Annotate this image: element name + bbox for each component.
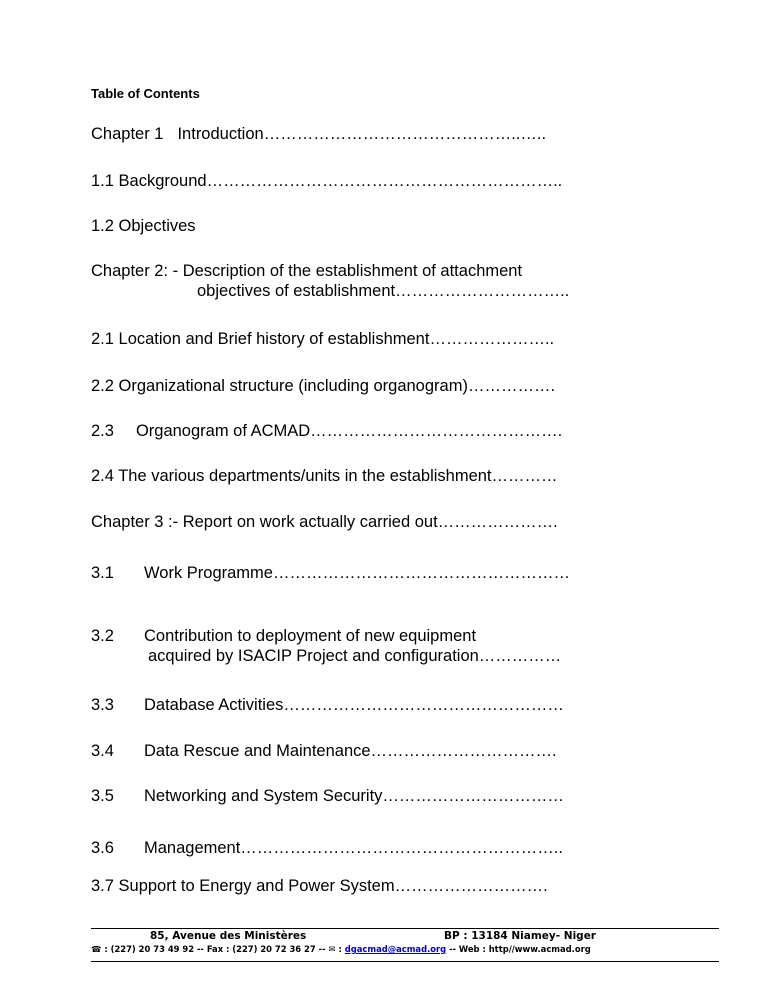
toc-entry-text: 1.1 Background………………………………………………………..	[91, 172, 563, 190]
toc-entry-text: Management…………………………………………………..	[144, 839, 563, 857]
footer-web: -- Web : http//www.acmad.org	[449, 944, 591, 954]
toc-entry-3-2	[91, 626, 561, 666]
toc-entry-text: Chapter 3 :- Report on work actually carried out………………….	[91, 513, 558, 531]
toc-heading: Table of Contents	[91, 86, 200, 101]
footer-contact-line	[91, 944, 591, 954]
toc-entry-1-2	[91, 216, 196, 236]
toc-entry-text: 2.4 The various departments/units in the establishment…………	[91, 467, 558, 485]
toc-entry-continuation: acquired by ISACIP Project and configuration……………	[148, 647, 562, 665]
email-icon: ✉	[328, 944, 336, 954]
footer-po-box: BP : 13184 Niamey- Niger	[444, 930, 596, 942]
toc-entry-text: Contribution to deployment of new equipment	[144, 627, 477, 645]
toc-entry-text: Organogram of ACMAD……………………………………….	[135, 422, 563, 440]
toc-entry-text: 2.1 Location and Brief history of establishment…………………..	[91, 330, 555, 348]
footer-email-prefix: :	[338, 944, 342, 954]
toc-entry-number: 2.3	[91, 422, 114, 440]
telephone-icon: ☎	[91, 944, 102, 954]
toc-entry-3-3	[91, 695, 564, 715]
toc-entry-number: 3.5	[91, 787, 114, 805]
toc-entry-number: 3.6	[91, 839, 114, 857]
toc-entry-2-2	[91, 376, 555, 396]
footer-divider-bottom	[91, 961, 719, 962]
toc-entry-3-5	[91, 786, 564, 806]
toc-entry-3-7	[91, 876, 548, 896]
footer-address: 85, Avenue des Ministères	[150, 930, 307, 942]
footer-email-link[interactable]: dgacmad@acmad.org	[344, 944, 447, 954]
toc-entry-text: Data Rescue and Maintenance…………………………….	[144, 742, 557, 760]
toc-entry-number: 3.4	[91, 742, 114, 760]
footer-divider-top	[91, 928, 719, 929]
toc-entry-number: Chapter 1	[91, 125, 164, 143]
toc-entry-text: Networking and System Security……………………………	[144, 787, 564, 805]
toc-entry-continuation: objectives of establishment…………………………..	[197, 282, 570, 300]
toc-entry-2-3	[91, 421, 562, 441]
toc-entry-chapter-1	[91, 124, 546, 144]
toc-entry-text: Introduction………………………………………..…..	[177, 125, 547, 143]
toc-entry-chapter-3	[91, 512, 558, 532]
toc-entry-number: 3.2	[91, 627, 114, 645]
toc-entry-text: 1.2 Objectives	[91, 217, 196, 235]
toc-entry-chapter-2	[91, 261, 569, 301]
toc-entry-number: 3.1	[91, 564, 114, 582]
toc-entry-1-1	[91, 171, 562, 191]
toc-entry-text: Database Activities……………………………………………	[144, 696, 564, 714]
toc-entry-3-4	[91, 741, 557, 761]
toc-entry-text: Work Programme………………………………………………	[144, 564, 570, 582]
toc-entry-3-1	[91, 563, 570, 583]
toc-entry-text: Chapter 2: - Description of the establishment of attachment	[91, 262, 523, 280]
footer-phone-fax: : (227) 20 73 49 92 -- Fax : (227) 20 72 36 27 --	[104, 944, 326, 954]
toc-entry-text: 2.2 Organizational structure (including organogram)…………….	[91, 377, 556, 395]
toc-entry-2-1	[91, 329, 554, 349]
toc-entry-number: 3.3	[91, 696, 114, 714]
toc-entry-2-4	[91, 466, 558, 486]
toc-entry-3-6	[91, 838, 563, 858]
toc-entry-text: 3.7 Support to Energy and Power System……………………….	[91, 877, 548, 895]
